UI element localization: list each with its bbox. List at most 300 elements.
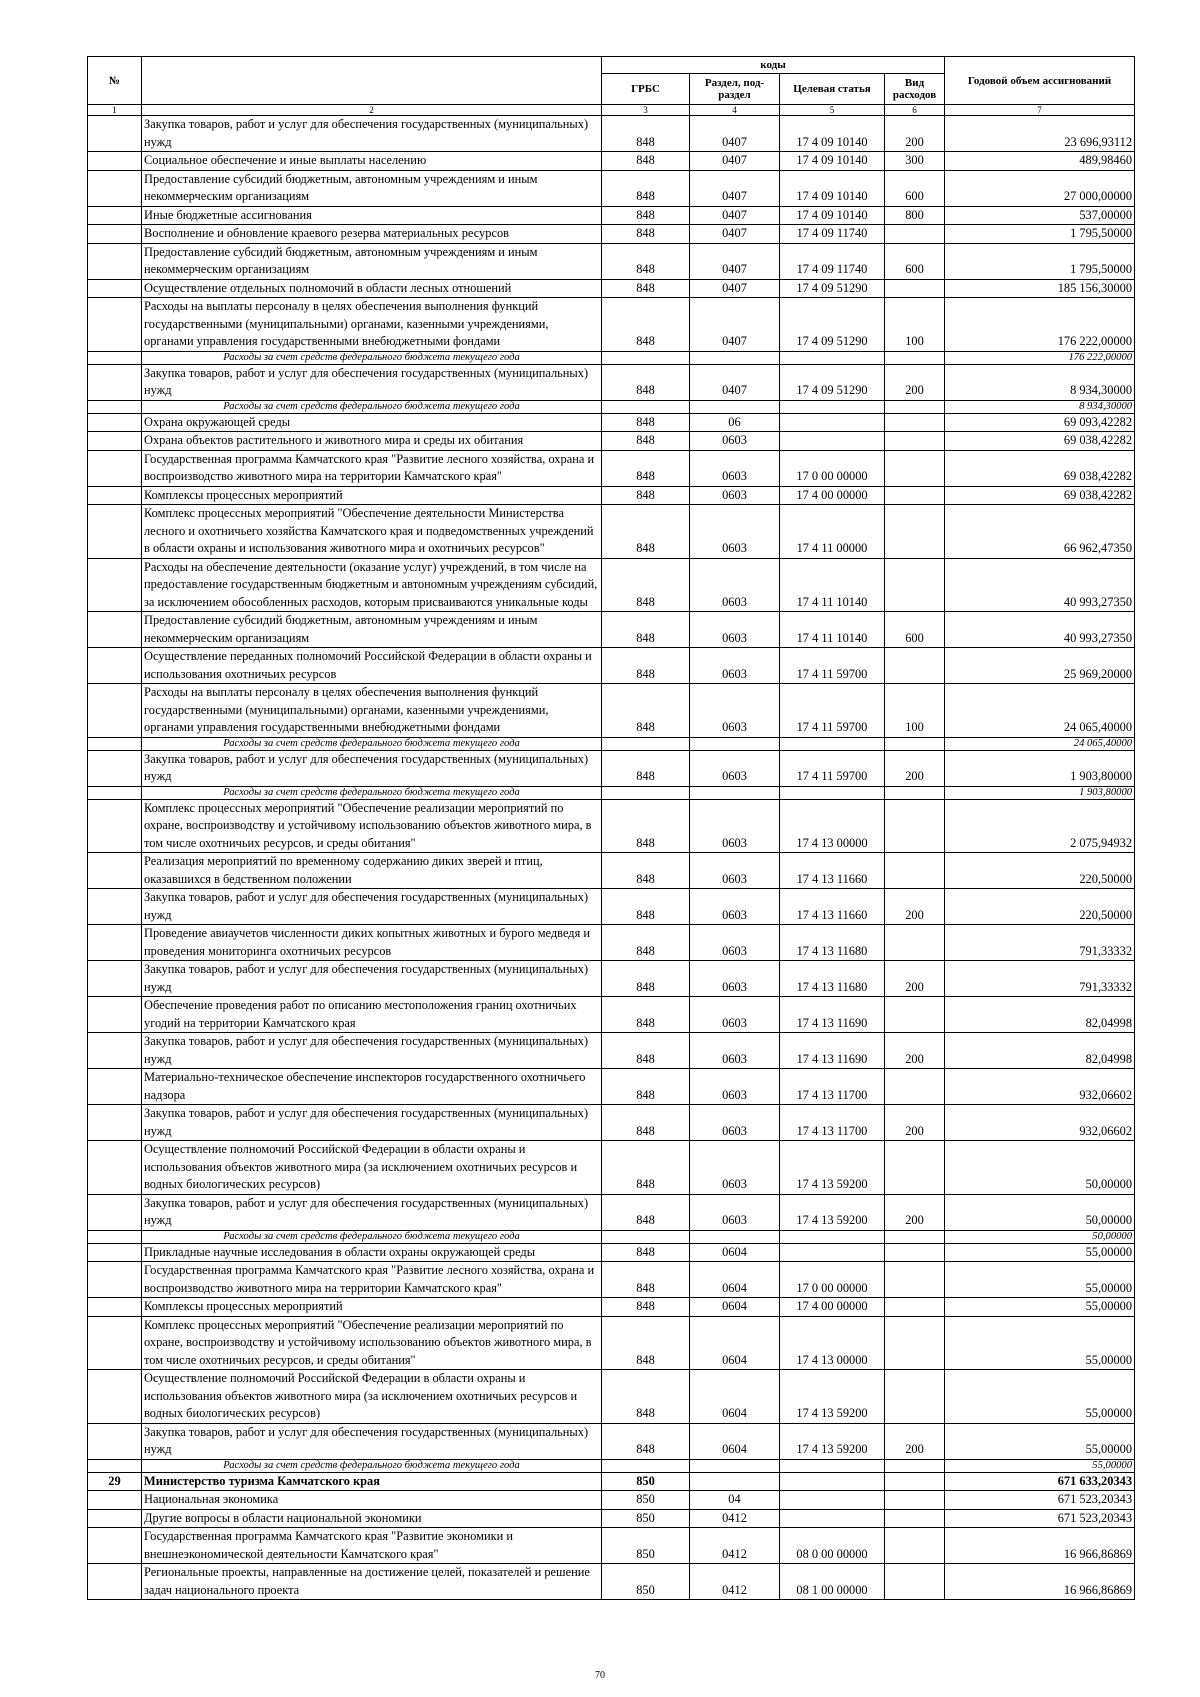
- header-target-article: Целевая статья: [780, 74, 885, 105]
- row-grbs: 848: [602, 1194, 690, 1230]
- row-grbs: [602, 737, 690, 750]
- row-expense-kind: 600: [885, 612, 945, 648]
- row-target-article: [780, 1459, 885, 1472]
- row-expense-kind: [885, 1509, 945, 1528]
- row-amount: 8 934,30000: [945, 364, 1135, 400]
- row-expense-kind: [885, 450, 945, 486]
- row-expense-kind: [885, 1243, 945, 1262]
- row-target-article: [780, 432, 885, 451]
- row-number: [88, 1316, 142, 1370]
- table-row: [88, 225, 1135, 244]
- row-section: 0603: [690, 558, 780, 612]
- row-number: [88, 737, 142, 750]
- row-name: Предоставление субсидий бюджетным, автономным учреждениям и иным некоммерческим организациям: [142, 170, 602, 206]
- table-row: [88, 1141, 1135, 1195]
- table-row: [88, 1316, 1135, 1370]
- row-amount: 50,00000: [945, 1230, 1135, 1243]
- row-expense-kind: [885, 413, 945, 432]
- row-target-article: 17 4 13 59200: [780, 1194, 885, 1230]
- federal-budget-row: [88, 400, 1135, 413]
- row-section: 04: [690, 1491, 780, 1510]
- row-target-article: 17 4 13 11690: [780, 997, 885, 1033]
- row-grbs: 850: [602, 1528, 690, 1564]
- budget-table: [87, 56, 1135, 1600]
- row-target-article: [780, 1491, 885, 1510]
- row-section: 0603: [690, 1105, 780, 1141]
- row-amount: 55,00000: [945, 1370, 1135, 1424]
- row-target-article: 17 4 09 51290: [780, 279, 885, 298]
- row-number: [88, 786, 142, 799]
- row-section: 0603: [690, 486, 780, 505]
- row-name: Осуществление полномочий Российской Федерации в области охраны и использования объектов животного мира (за исключением охотничьих ресурсов и водных биологических ресурсов): [142, 1370, 602, 1424]
- row-grbs: 848: [602, 432, 690, 451]
- row-grbs: 848: [602, 997, 690, 1033]
- row-grbs: 848: [602, 961, 690, 997]
- row-grbs: 848: [602, 116, 690, 152]
- row-section: [690, 737, 780, 750]
- row-amount: 932,06602: [945, 1105, 1135, 1141]
- row-name: Министерство туризма Камчатского края: [142, 1472, 602, 1491]
- row-target-article: [780, 413, 885, 432]
- row-number: [88, 1243, 142, 1262]
- row-number: [88, 413, 142, 432]
- row-name: Предоставление субсидий бюджетным, автономным учреждениям и иным некоммерческим организациям: [142, 243, 602, 279]
- row-expense-kind: [885, 351, 945, 364]
- row-number: [88, 1491, 142, 1510]
- row-expense-kind: [885, 432, 945, 451]
- row-name: Комплексы процессных мероприятий: [142, 486, 602, 505]
- row-number: [88, 648, 142, 684]
- row-target-article: [780, 786, 885, 799]
- row-section: 0407: [690, 298, 780, 352]
- row-expense-kind: [885, 1262, 945, 1298]
- table-row: [88, 1262, 1135, 1298]
- table-row: [88, 1194, 1135, 1230]
- federal-budget-row: [88, 786, 1135, 799]
- row-number: [88, 1194, 142, 1230]
- row-amount: 791,33332: [945, 961, 1135, 997]
- row-section: [690, 351, 780, 364]
- row-expense-kind: [885, 997, 945, 1033]
- row-amount: 671 523,20343: [945, 1509, 1135, 1528]
- row-expense-kind: [885, 1491, 945, 1510]
- row-target-article: 17 4 13 11690: [780, 1033, 885, 1069]
- federal-budget-row: [88, 737, 1135, 750]
- table-row: [88, 853, 1135, 889]
- row-name: Расходы за счет средств федерального бюджета текущего года: [142, 351, 602, 364]
- row-expense-kind: 200: [885, 1194, 945, 1230]
- row-name: Закупка товаров, работ и услуг для обеспечения государственных (муниципальных) нужд: [142, 961, 602, 997]
- row-number: [88, 997, 142, 1033]
- row-number: [88, 1509, 142, 1528]
- table-row: [88, 684, 1135, 738]
- row-amount: 69 038,42282: [945, 486, 1135, 505]
- table-row: [88, 298, 1135, 352]
- row-amount: 82,04998: [945, 1033, 1135, 1069]
- table-row: [88, 1472, 1135, 1491]
- row-name: Комплексы процессных мероприятий: [142, 1298, 602, 1317]
- row-expense-kind: 200: [885, 1105, 945, 1141]
- table-row: [88, 1528, 1135, 1564]
- row-target-article: [780, 1243, 885, 1262]
- table-row: [88, 1298, 1135, 1317]
- row-section: 0603: [690, 450, 780, 486]
- table-body: [88, 116, 1135, 1600]
- row-amount: 55,00000: [945, 1423, 1135, 1459]
- row-number: [88, 243, 142, 279]
- row-number: [88, 889, 142, 925]
- row-grbs: 848: [602, 612, 690, 648]
- table-row: [88, 1491, 1135, 1510]
- row-target-article: 17 4 13 00000: [780, 1316, 885, 1370]
- row-expense-kind: 200: [885, 1033, 945, 1069]
- row-grbs: [602, 1230, 690, 1243]
- table-row: [88, 1509, 1135, 1528]
- row-target-article: 17 4 11 10140: [780, 558, 885, 612]
- row-name: Региональные проекты, направленные на достижение целей, показателей и решение задач национального проекта: [142, 1564, 602, 1600]
- row-grbs: 848: [602, 925, 690, 961]
- row-target-article: 17 4 13 11700: [780, 1105, 885, 1141]
- row-expense-kind: 200: [885, 116, 945, 152]
- row-grbs: 848: [602, 450, 690, 486]
- table-row: [88, 505, 1135, 559]
- row-section: 0407: [690, 243, 780, 279]
- row-section: 0412: [690, 1564, 780, 1600]
- row-target-article: 17 4 09 11740: [780, 243, 885, 279]
- row-expense-kind: 600: [885, 170, 945, 206]
- row-grbs: 850: [602, 1509, 690, 1528]
- row-amount: 1 903,80000: [945, 786, 1135, 799]
- row-target-article: 17 4 13 59200: [780, 1141, 885, 1195]
- row-expense-kind: [885, 1069, 945, 1105]
- row-name: Комплекс процессных мероприятий "Обеспечение реализации мероприятий по охране, воспроизводству и устойчивому использованию объектов животного мира, в том числе охотничьих ресурсов, и среды обитания": [142, 1316, 602, 1370]
- header-grbs: ГРБС: [602, 74, 690, 105]
- row-name: Охрана объектов растительного и животного мира и среды их обитания: [142, 432, 602, 451]
- header-name: [142, 57, 602, 105]
- column-numbers-row: [88, 105, 1135, 116]
- row-target-article: 17 4 09 51290: [780, 364, 885, 400]
- row-expense-kind: [885, 1528, 945, 1564]
- row-amount: 16 966,86869: [945, 1528, 1135, 1564]
- row-grbs: 850: [602, 1491, 690, 1510]
- row-target-article: 17 4 11 59700: [780, 684, 885, 738]
- row-target-article: 17 4 11 59700: [780, 750, 885, 786]
- row-amount: 2 075,94932: [945, 799, 1135, 853]
- row-number: [88, 279, 142, 298]
- row-target-article: 17 4 13 11700: [780, 1069, 885, 1105]
- row-name: Государственная программа Камчатского края "Развитие лесного хозяйства, охрана и воспроизводство животного мира на территории Камчатского края": [142, 1262, 602, 1298]
- row-name: Расходы за счет средств федерального бюджета текущего года: [142, 1230, 602, 1243]
- row-name: Закупка товаров, работ и услуг для обеспечения государственных (муниципальных) нужд: [142, 889, 602, 925]
- row-number: [88, 799, 142, 853]
- row-target-article: 17 4 13 11680: [780, 925, 885, 961]
- row-name: Обеспечение проведения работ по описанию местоположения границ охотничьих угодий на территории Камчатского края: [142, 997, 602, 1033]
- row-number: [88, 1141, 142, 1195]
- row-amount: 185 156,30000: [945, 279, 1135, 298]
- row-name: Закупка товаров, работ и услуг для обеспечения государственных (муниципальных) нужд: [142, 1194, 602, 1230]
- row-expense-kind: [885, 558, 945, 612]
- row-target-article: 17 4 13 11660: [780, 889, 885, 925]
- row-amount: 69 038,42282: [945, 432, 1135, 451]
- row-section: [690, 1459, 780, 1472]
- row-grbs: 848: [602, 225, 690, 244]
- row-amount: 1 795,50000: [945, 225, 1135, 244]
- row-section: 0603: [690, 750, 780, 786]
- row-grbs: 848: [602, 298, 690, 352]
- row-name: Восполнение и обновление краевого резерва материальных ресурсов: [142, 225, 602, 244]
- row-number: [88, 1370, 142, 1424]
- row-target-article: 08 1 00 00000: [780, 1564, 885, 1600]
- row-section: 06: [690, 413, 780, 432]
- row-number: [88, 925, 142, 961]
- row-amount: 40 993,27350: [945, 612, 1135, 648]
- row-name: Другие вопросы в области национальной экономики: [142, 1509, 602, 1528]
- row-section: 0603: [690, 961, 780, 997]
- row-grbs: 848: [602, 1069, 690, 1105]
- row-target-article: 17 4 11 59700: [780, 648, 885, 684]
- row-target-article: 17 4 09 11740: [780, 225, 885, 244]
- row-amount: 69 038,42282: [945, 450, 1135, 486]
- row-amount: 24 065,40000: [945, 684, 1135, 738]
- row-section: 0407: [690, 152, 780, 171]
- row-amount: 50,00000: [945, 1194, 1135, 1230]
- row-section: 0603: [690, 1194, 780, 1230]
- row-target-article: [780, 737, 885, 750]
- row-expense-kind: 200: [885, 889, 945, 925]
- table-row: [88, 116, 1135, 152]
- header-codes: коды: [602, 57, 945, 74]
- row-grbs: 848: [602, 152, 690, 171]
- row-amount: 176 222,00000: [945, 351, 1135, 364]
- header-amount: Годовой объем ассигнований: [945, 57, 1135, 105]
- row-number: [88, 170, 142, 206]
- table-row: [88, 206, 1135, 225]
- row-number: [88, 486, 142, 505]
- row-name: Комплекс процессных мероприятий "Обеспечение деятельности Министерства лесного и охотничьего хозяйства Камчатского края и подведомственных учреждений в области охраны и использования животного мира и охотничьих ресурсов": [142, 505, 602, 559]
- row-grbs: 848: [602, 486, 690, 505]
- column-number: 7: [945, 105, 1135, 116]
- row-target-article: 17 0 00 00000: [780, 1262, 885, 1298]
- row-amount: 671 523,20343: [945, 1491, 1135, 1510]
- row-section: 0603: [690, 684, 780, 738]
- row-expense-kind: [885, 1230, 945, 1243]
- table-row: [88, 889, 1135, 925]
- row-grbs: 848: [602, 364, 690, 400]
- row-expense-kind: [885, 225, 945, 244]
- row-target-article: 17 4 13 11680: [780, 961, 885, 997]
- row-number: [88, 364, 142, 400]
- row-expense-kind: [885, 799, 945, 853]
- row-grbs: [602, 1459, 690, 1472]
- row-target-article: 17 4 13 59200: [780, 1423, 885, 1459]
- row-target-article: 17 4 00 00000: [780, 1298, 885, 1317]
- row-name: Предоставление субсидий бюджетным, автономным учреждениям и иным некоммерческим организациям: [142, 612, 602, 648]
- row-name: Национальная экономика: [142, 1491, 602, 1510]
- table-row: [88, 152, 1135, 171]
- row-number: [88, 1564, 142, 1600]
- row-amount: 671 633,20343: [945, 1472, 1135, 1491]
- row-target-article: 08 0 00 00000: [780, 1528, 885, 1564]
- row-name: Иные бюджетные ассигнования: [142, 206, 602, 225]
- row-section: [690, 786, 780, 799]
- row-section: 0603: [690, 889, 780, 925]
- table-row: [88, 612, 1135, 648]
- row-name: Осуществление переданных полномочий Российской Федерации в области охраны и использования охотничьих ресурсов: [142, 648, 602, 684]
- row-number: [88, 1298, 142, 1317]
- row-amount: 537,00000: [945, 206, 1135, 225]
- row-amount: 8 934,30000: [945, 400, 1135, 413]
- row-number: [88, 432, 142, 451]
- row-grbs: 848: [602, 1262, 690, 1298]
- row-target-article: 17 4 09 10140: [780, 206, 885, 225]
- row-target-article: 17 4 09 10140: [780, 170, 885, 206]
- row-target-article: 17 4 11 10140: [780, 612, 885, 648]
- federal-budget-row: [88, 351, 1135, 364]
- row-name: Расходы за счет средств федерального бюджета текущего года: [142, 400, 602, 413]
- row-expense-kind: [885, 1316, 945, 1370]
- row-section: 0407: [690, 279, 780, 298]
- federal-budget-row: [88, 1230, 1135, 1243]
- row-expense-kind: [885, 505, 945, 559]
- row-target-article: 17 4 13 00000: [780, 799, 885, 853]
- row-amount: 69 093,42282: [945, 413, 1135, 432]
- table-row: [88, 1370, 1135, 1424]
- row-name: Комплекс процессных мероприятий "Обеспечение реализации мероприятий по охране, воспроизводству и устойчивому использованию объектов животного мира, в том числе охотничьих ресурсов, и среды обитания": [142, 799, 602, 853]
- table-row: [88, 1069, 1135, 1105]
- row-number: [88, 1423, 142, 1459]
- row-name: Государственная программа Камчатского края "Развитие лесного хозяйства, охрана и воспроизводство животного мира на территории Камчатского края": [142, 450, 602, 486]
- row-number: [88, 558, 142, 612]
- row-name: Закупка товаров, работ и услуг для обеспечения государственных (муниципальных) нужд: [142, 1423, 602, 1459]
- row-number: [88, 853, 142, 889]
- row-number: [88, 298, 142, 352]
- row-name: Закупка товаров, работ и услуг для обеспечения государственных (муниципальных) нужд: [142, 1033, 602, 1069]
- row-section: 0407: [690, 170, 780, 206]
- row-grbs: 848: [602, 1033, 690, 1069]
- table-row: [88, 450, 1135, 486]
- row-amount: 55,00000: [945, 1298, 1135, 1317]
- row-name: Расходы за счет средств федерального бюджета текущего года: [142, 1459, 602, 1472]
- row-grbs: 848: [602, 799, 690, 853]
- row-grbs: 848: [602, 1423, 690, 1459]
- table-row: [88, 279, 1135, 298]
- row-expense-kind: [885, 925, 945, 961]
- table-row: [88, 486, 1135, 505]
- row-section: [690, 1230, 780, 1243]
- table-row: [88, 961, 1135, 997]
- row-number: [88, 750, 142, 786]
- row-number: 29: [88, 1472, 142, 1491]
- row-section: 0603: [690, 925, 780, 961]
- table-row: [88, 1243, 1135, 1262]
- row-expense-kind: [885, 1141, 945, 1195]
- row-grbs: [602, 400, 690, 413]
- row-name: Закупка товаров, работ и услуг для обеспечения государственных (муниципальных) нужд: [142, 116, 602, 152]
- row-amount: 25 969,20000: [945, 648, 1135, 684]
- table-row: [88, 170, 1135, 206]
- row-grbs: 850: [602, 1472, 690, 1491]
- table-row: [88, 925, 1135, 961]
- row-name: Прикладные научные исследования в области охраны окружающей среды: [142, 1243, 602, 1262]
- table-row: [88, 243, 1135, 279]
- column-number: 3: [602, 105, 690, 116]
- row-number: [88, 1459, 142, 1472]
- row-number: [88, 1230, 142, 1243]
- row-name: Осуществление отдельных полномочий в области лесных отношений: [142, 279, 602, 298]
- row-grbs: 850: [602, 1564, 690, 1600]
- row-amount: 489,98460: [945, 152, 1135, 171]
- row-section: 0603: [690, 853, 780, 889]
- row-amount: 27 000,00000: [945, 170, 1135, 206]
- row-name: Закупка товаров, работ и услуг для обеспечения государственных (муниципальных) нужд: [142, 750, 602, 786]
- row-grbs: 848: [602, 558, 690, 612]
- row-expense-kind: 100: [885, 684, 945, 738]
- row-expense-kind: [885, 853, 945, 889]
- row-section: 0603: [690, 997, 780, 1033]
- row-expense-kind: 800: [885, 206, 945, 225]
- row-expense-kind: 100: [885, 298, 945, 352]
- table-row: [88, 1033, 1135, 1069]
- row-expense-kind: 200: [885, 364, 945, 400]
- row-expense-kind: [885, 1370, 945, 1424]
- header-number: №: [88, 57, 142, 105]
- row-target-article: 17 4 09 51290: [780, 298, 885, 352]
- row-amount: 82,04998: [945, 997, 1135, 1033]
- row-amount: 66 962,47350: [945, 505, 1135, 559]
- row-name: Охрана окружающей среды: [142, 413, 602, 432]
- row-section: 0604: [690, 1262, 780, 1298]
- row-target-article: 17 4 00 00000: [780, 486, 885, 505]
- row-number: [88, 152, 142, 171]
- row-grbs: 848: [602, 750, 690, 786]
- table-row: [88, 997, 1135, 1033]
- column-number: 6: [885, 105, 945, 116]
- row-amount: 220,50000: [945, 853, 1135, 889]
- row-target-article: 17 4 13 59200: [780, 1370, 885, 1424]
- row-expense-kind: [885, 1564, 945, 1600]
- row-amount: 55,00000: [945, 1243, 1135, 1262]
- row-name: Расходы на обеспечение деятельности (оказание услуг) учреждений, в том числе на предоставление государственным бюджетным и автономным учреждениям субсидий, за исключением обособленных расходов, которым присваиваются уникальные коды: [142, 558, 602, 612]
- row-expense-kind: [885, 1459, 945, 1472]
- row-number: [88, 961, 142, 997]
- row-grbs: 848: [602, 684, 690, 738]
- row-section: 0407: [690, 225, 780, 244]
- row-section: 0603: [690, 648, 780, 684]
- row-number: [88, 612, 142, 648]
- table-header: [88, 57, 1135, 116]
- table-row: [88, 750, 1135, 786]
- row-name: Расходы за счет средств федерального бюджета текущего года: [142, 786, 602, 799]
- row-section: 0603: [690, 432, 780, 451]
- row-number: [88, 351, 142, 364]
- row-amount: 1 903,80000: [945, 750, 1135, 786]
- row-grbs: 848: [602, 1298, 690, 1317]
- row-section: [690, 1472, 780, 1491]
- column-number: 5: [780, 105, 885, 116]
- row-target-article: 17 4 09 10140: [780, 152, 885, 171]
- row-number: [88, 1033, 142, 1069]
- row-target-article: 17 4 11 00000: [780, 505, 885, 559]
- row-target-article: [780, 400, 885, 413]
- row-name: Расходы на выплаты персоналу в целях обеспечения выполнения функций государственными (муниципальными) органами, казенными учреждениями, органами управления государственными внебюджетными фондами: [142, 684, 602, 738]
- row-expense-kind: 600: [885, 243, 945, 279]
- row-number: [88, 684, 142, 738]
- row-number: [88, 225, 142, 244]
- row-name: Закупка товаров, работ и услуг для обеспечения государственных (муниципальных) нужд: [142, 1105, 602, 1141]
- table-row: [88, 432, 1135, 451]
- row-grbs: 848: [602, 889, 690, 925]
- row-amount: 176 222,00000: [945, 298, 1135, 352]
